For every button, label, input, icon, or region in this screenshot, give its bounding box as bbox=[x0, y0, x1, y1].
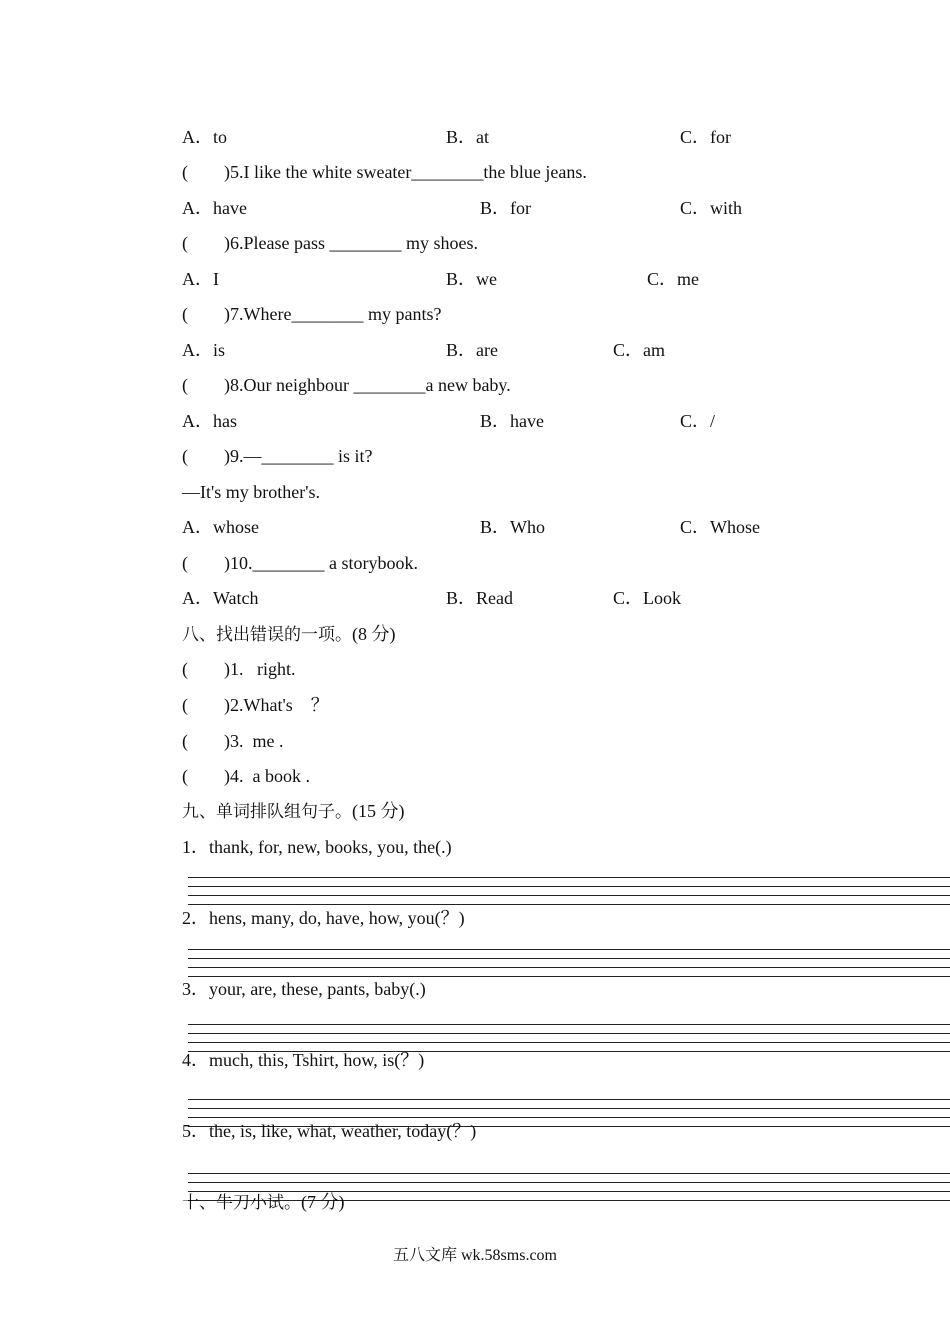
answer-line bbox=[188, 1024, 950, 1025]
q4-option-c: C．for bbox=[680, 127, 731, 147]
section-8-heading bbox=[182, 623, 396, 646]
answer-line bbox=[188, 895, 950, 896]
question-9-answer: —It's my brother's. bbox=[182, 482, 320, 502]
q6-option-b: B．we bbox=[446, 269, 497, 289]
answer-line bbox=[188, 904, 950, 905]
answer-line bbox=[188, 886, 950, 887]
section-10-heading bbox=[182, 1191, 345, 1214]
section-9-item-2: 2．hens, many, do, have, how, you(？) bbox=[182, 908, 465, 928]
section-8-title: 八、找出错误的一项。 bbox=[182, 625, 352, 645]
answer-line bbox=[188, 949, 950, 950]
q4-option-b: B．at bbox=[446, 127, 489, 147]
q5-option-a: A．have bbox=[182, 198, 247, 218]
q9-option-b: B．Who bbox=[480, 517, 545, 537]
q9-option-a: A．whose bbox=[182, 517, 259, 537]
page-footer: 五八文库 wk.58sms.com bbox=[392, 1247, 557, 1264]
q7-option-b: B．are bbox=[446, 340, 498, 360]
q5-option-b: B．for bbox=[480, 198, 531, 218]
section-10-title: 十、牛刀小试。 bbox=[182, 1193, 301, 1213]
q5-option-c: C．with bbox=[680, 198, 743, 218]
section-9-item-1: 1．thank, for, new, books, you, the(.) bbox=[182, 837, 452, 857]
q8-option-b: B．have bbox=[480, 411, 544, 431]
answer-line bbox=[188, 1042, 950, 1043]
section-8-item-2: ( )2.What's ？ bbox=[182, 695, 329, 715]
answer-line bbox=[188, 1182, 950, 1183]
section-10-score: (7 分) bbox=[301, 1192, 345, 1212]
q6-option-a: A．I bbox=[182, 269, 219, 289]
q9-option-c: C．Whose bbox=[680, 517, 760, 537]
answer-line bbox=[188, 1033, 950, 1034]
answer-line bbox=[188, 877, 950, 878]
q7-option-a: A．is bbox=[182, 340, 226, 360]
section-8-score: (8 分) bbox=[352, 624, 396, 644]
q10-option-c: C．Look bbox=[613, 588, 682, 608]
q8-option-a: A．has bbox=[182, 411, 237, 431]
answer-line bbox=[188, 976, 950, 977]
answer-line bbox=[188, 1108, 950, 1109]
question-10: ( )10.________ a storybook. bbox=[182, 553, 418, 573]
section-9-item-5: 5．the, is, like, what, weather, today(？) bbox=[182, 1121, 477, 1141]
question-8: ( )8.Our neighbour ________a new baby. bbox=[182, 375, 511, 395]
q4-option-a: A．to bbox=[182, 127, 227, 147]
section-9-score: (15 分) bbox=[352, 801, 405, 821]
answer-line bbox=[188, 967, 950, 968]
answer-line bbox=[188, 1099, 950, 1100]
question-9: ( )9.—________ is it? bbox=[182, 446, 373, 466]
question-5: ( )5.I like the white sweater________the blue jeans. bbox=[182, 162, 587, 182]
q7-option-c: C．am bbox=[613, 340, 665, 360]
q10-option-a: A．Watch bbox=[182, 588, 259, 608]
section-9-item-4: 4．much, this, Tshirt, how, is(？) bbox=[182, 1050, 425, 1070]
answer-line bbox=[188, 958, 950, 959]
answer-line bbox=[188, 1117, 950, 1118]
q10-option-b: B．Read bbox=[446, 588, 513, 608]
question-7: ( )7.Where________ my pants? bbox=[182, 304, 442, 324]
section-8-item-3: ( )3. me . bbox=[182, 731, 284, 751]
answer-line bbox=[188, 1173, 950, 1174]
q6-option-c: C．me bbox=[647, 269, 699, 289]
question-6: ( )6.Please pass ________ my shoes. bbox=[182, 233, 478, 253]
section-9-title: 九、单词排队组句子。 bbox=[182, 802, 352, 822]
section-9-heading bbox=[182, 800, 405, 823]
q8-option-c: C．/ bbox=[680, 411, 716, 431]
section-8-item-1: ( )1. right. bbox=[182, 659, 296, 679]
section-9-item-3: 3．your, are, these, pants, baby(.) bbox=[182, 979, 426, 999]
section-8-item-4: ( )4. a book . bbox=[182, 766, 310, 786]
